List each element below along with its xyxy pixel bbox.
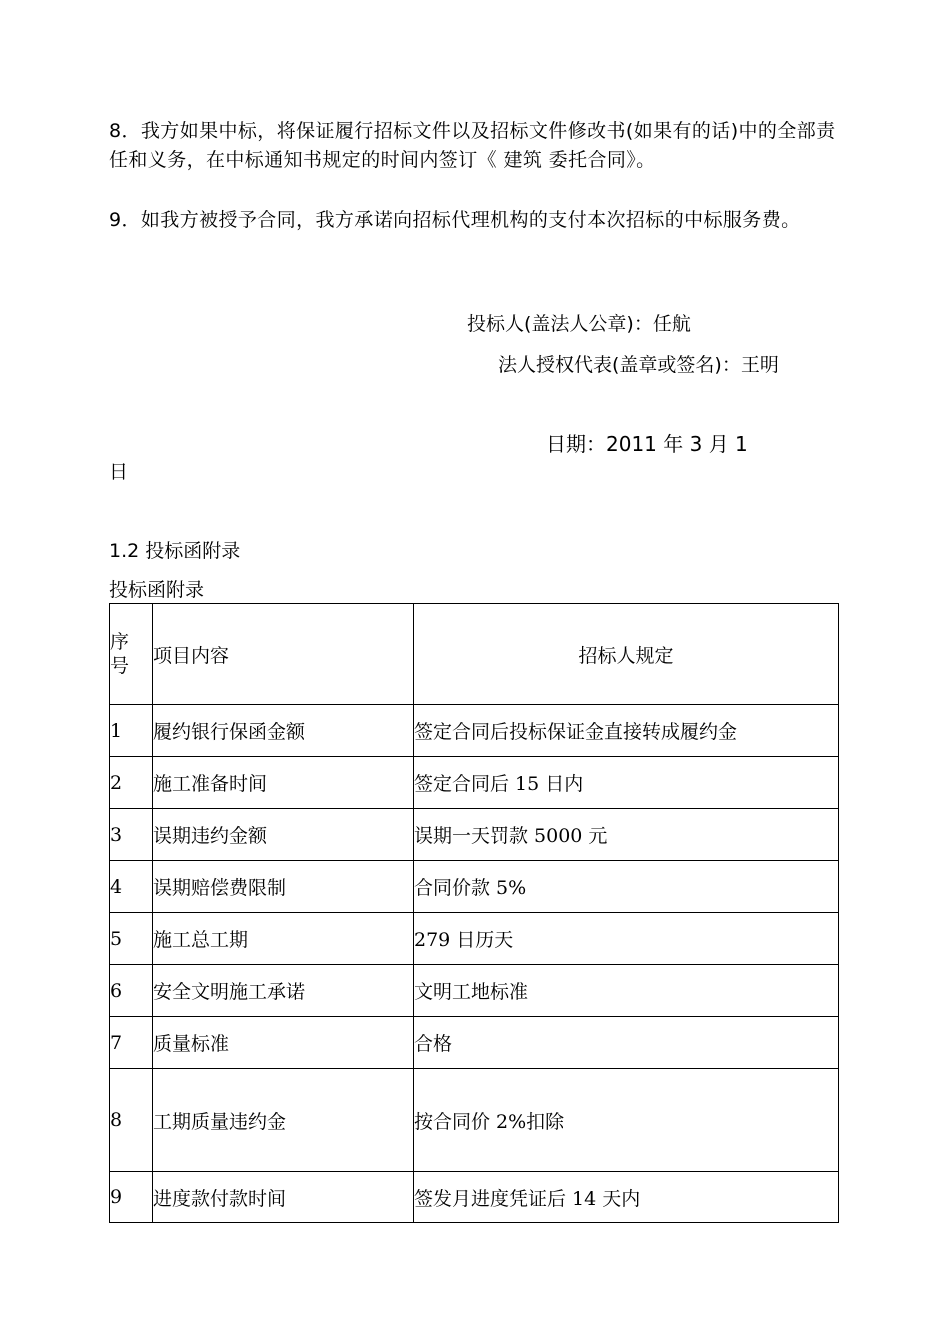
row-item-cell: 施工总工期	[153, 913, 414, 965]
row-item-cell: 安全文明施工承诺	[153, 965, 414, 1017]
date-line-tail: 日	[109, 461, 129, 483]
row-rule-cell: 合格	[414, 1017, 839, 1069]
row-item-cell: 履约银行保函金额	[153, 705, 414, 757]
table-row	[110, 1172, 839, 1223]
date-line: 日期：2011 年 3 月 1	[546, 432, 748, 456]
row-no-cell: 4	[110, 861, 153, 913]
clause-8-paragraph: 8．我方如果中标，将保证履行招标文件以及招标文件修改书(如果有的话)中的全部责任和义务，在中标通知书规定的时间内签订《 建筑 委托合同》。	[109, 120, 836, 171]
header-no-label: 序号	[110, 631, 130, 677]
representative-signature-line: 法人授权代表(盖章或签名)：王明	[498, 354, 779, 376]
table-row	[110, 861, 839, 913]
row-no-cell: 5	[110, 913, 153, 965]
row-item-cell: 进度款付款时间	[153, 1172, 414, 1223]
header-cell-rule: 招标人规定	[414, 604, 839, 705]
row-no-cell: 9	[110, 1172, 153, 1223]
row-rule-cell: 签定合同后 15 日内	[414, 757, 839, 809]
header-cell-item: 项目内容	[153, 604, 414, 705]
row-no-cell: 2	[110, 757, 153, 809]
row-rule-cell: 文明工地标准	[414, 965, 839, 1017]
clause-9-paragraph: 9．如我方被授予合同，我方承诺向招标代理机构的支付本次招标的中标服务费。	[109, 209, 801, 231]
bidder-signature-line: 投标人(盖法人公章)：任航	[467, 313, 691, 335]
row-rule-cell: 签定合同后投标保证金直接转成履约金	[414, 705, 839, 757]
table-row	[110, 965, 839, 1017]
row-item-cell: 工期质量违约金	[153, 1069, 414, 1172]
row-no-cell: 7	[110, 1017, 153, 1069]
bid-appendix-table	[109, 603, 839, 1223]
row-item-cell: 误期赔偿费限制	[153, 861, 414, 913]
row-no-cell: 3	[110, 809, 153, 861]
table-row	[110, 809, 839, 861]
row-rule-cell: 合同价款 5%	[414, 861, 839, 913]
row-no-cell: 6	[110, 965, 153, 1017]
header-cell-no	[110, 604, 153, 705]
row-no-cell: 1	[110, 705, 153, 757]
table-caption: 投标函附录	[109, 579, 205, 601]
table-header-row	[110, 604, 839, 705]
row-rule-cell: 误期一天罚款 5000 元	[414, 809, 839, 861]
row-rule-cell: 签发月进度凭证后 14 天内	[414, 1172, 839, 1223]
table-row	[110, 757, 839, 809]
row-no-cell: 8	[110, 1069, 153, 1172]
row-item-cell: 误期违约金额	[153, 809, 414, 861]
table-row	[110, 1069, 839, 1172]
row-item-cell: 质量标准	[153, 1017, 414, 1069]
row-item-cell: 施工准备时间	[153, 757, 414, 809]
table-row	[110, 913, 839, 965]
row-rule-cell: 279 日历天	[414, 913, 839, 965]
section-heading: 1.2 投标函附录	[109, 540, 241, 562]
table-row	[110, 1017, 839, 1069]
row-rule-cell: 按合同价 2%扣除	[414, 1069, 839, 1172]
table-row	[110, 705, 839, 757]
